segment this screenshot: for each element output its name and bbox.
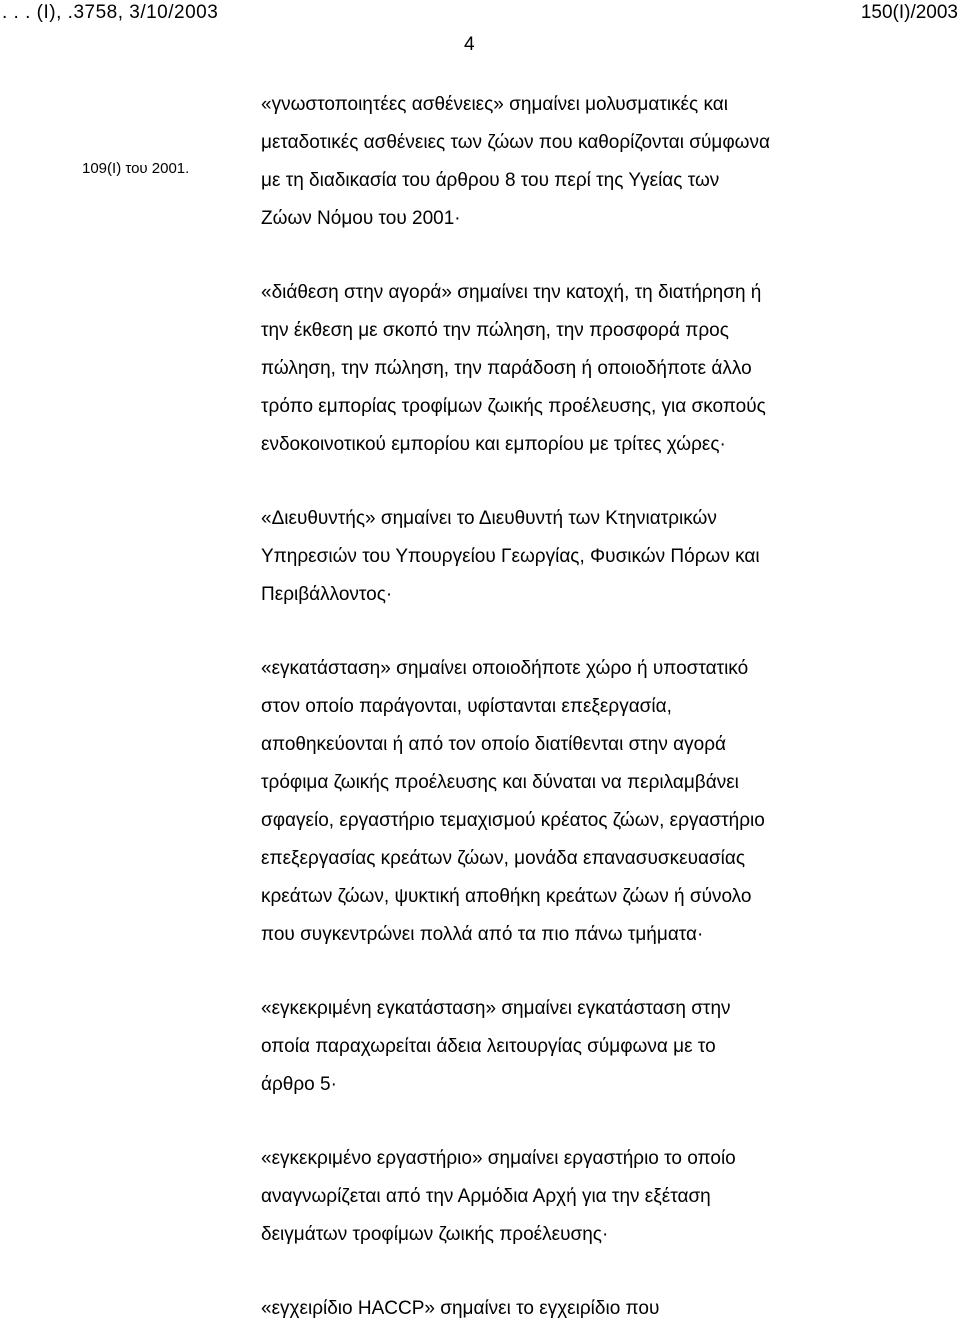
text-line: «γνωστοποιητέες ασθένειες» σημαίνει μολυσματικές και — [261, 94, 728, 115]
text-line: Υπηρεσιών του Υπουργείου Γεωργίας, Φυσικών Πόρων και — [261, 546, 760, 567]
text-line: αναγνωρίζεται από την Αρμόδια Αρχή για την εξέταση — [261, 1186, 711, 1207]
text-line: «εγκεκριμένο εργαστήριο» σημαίνει εργαστήριο το οποίο — [261, 1148, 736, 1169]
page-number: 4 — [464, 34, 475, 55]
text-line: Ζώων Νόμου του 2001· — [261, 208, 461, 229]
definition-paragraph — [261, 274, 901, 464]
text-line: «εγκεκριμένη εγκατάσταση» σημαίνει εγκατάσταση στην — [261, 998, 731, 1019]
text-line: στον οποίο παράγονται, υφίστανται επεξεργασία, — [261, 696, 672, 717]
text-line: άρθρο 5· — [261, 1074, 337, 1095]
definition-paragraph — [261, 1140, 901, 1254]
text-line: τρόπο εμπορίας τροφίμων ζωικής προέλευσης, για σκοπούς — [261, 396, 766, 417]
text-line: πώληση, την πώληση, την παράδοση ή οποιοδήποτε άλλο — [261, 358, 752, 379]
text-line: σφαγείο, εργαστήριο τεμαχισμού κρέατος ζώων, εργαστήριο — [261, 810, 765, 831]
text-line: «Διευθυντής» σημαίνει το Διευθυντή των Κτηνιατρικών — [261, 508, 717, 529]
definition-paragraph — [261, 86, 901, 238]
text-line: δειγμάτων τροφίμων ζωικής προέλευσης· — [261, 1224, 609, 1245]
definition-paragraph — [261, 650, 901, 954]
text-line: «εγχειρίδιο HACCP» σημαίνει το εγχειρίδιο που — [261, 1298, 660, 1319]
body-text — [261, 86, 901, 1328]
text-line: τρόφιμα ζωικής προέλευσης και δύναται να περιλαμβάνει — [261, 772, 739, 793]
text-line: «διάθεση στην αγορά» σημαίνει την κατοχή, τη διατήρηση ή — [261, 282, 762, 303]
text-line: μεταδοτικές ασθένειες των ζώων που καθορίζονται σύμφωνα — [261, 132, 770, 153]
running-header-right: 150(Ι)/2003 — [860, 2, 958, 23]
text-line: την έκθεση με σκοπό την πώληση, την προσφορά προς — [261, 320, 729, 341]
text-line: Περιβάλλοντος· — [261, 584, 393, 605]
text-line: ενδοκοινοτικού εμπορίου και εμπορίου με τρίτες χώρες· — [261, 434, 726, 455]
text-line: που συγκεντρώνει πολλά από τα πιο πάνω τμήματα· — [261, 924, 704, 945]
text-line: με τη διαδικασία του άρθρου 8 του περί της Υγείας των — [261, 170, 720, 191]
running-header-left: . . . (Ι), .3758, 3/10/2003 — [2, 2, 219, 23]
text-line: οποία παραχωρείται άδεια λειτουργίας σύμφωνα με το — [261, 1036, 716, 1057]
definition-paragraph — [261, 990, 901, 1104]
text-line: αποθηκεύονται ή από τον οποίο διατίθενται στην αγορά — [261, 734, 726, 755]
text-line: «εγκατάσταση» σημαίνει οποιοδήποτε χώρο ή υποστατικό — [261, 658, 749, 679]
definition-paragraph — [261, 1290, 901, 1328]
definition-paragraph — [261, 500, 901, 614]
margin-note: 109(Ι) του 2001. — [82, 160, 190, 177]
text-line: κρεάτων ζώων, ψυκτική αποθήκη κρεάτων ζώων ή σύνολο — [261, 886, 752, 907]
text-line: επεξεργασίας κρεάτων ζώων, μονάδα επανασυσκευασίας — [261, 848, 746, 869]
